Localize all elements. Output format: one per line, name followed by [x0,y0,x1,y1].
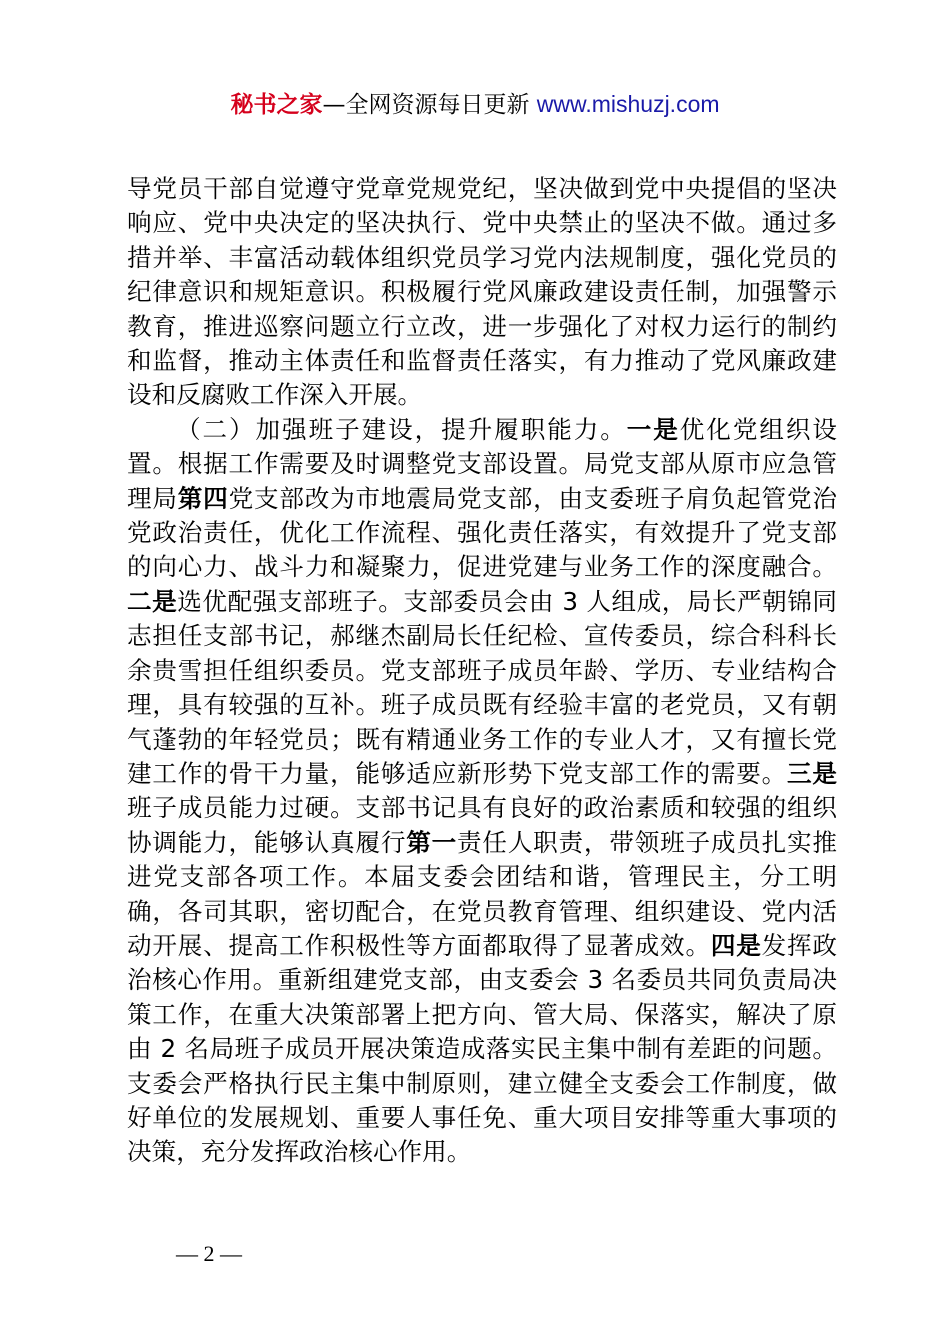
point-text-two: 选优配强支部班子。支部委员会由 3 人组成，局长严朝锦同志担任支部书记，郝继杰副局长任纪检、宣传委员，综合科科长余贵雪担任组织委员。党支部班子成员年龄、学历、专业结构合理，具有较强的互补。班子成员既有经验丰富的老党员，又有朝气蓬勃的年轻党员；既有精通业务工作的专业人才，又有擅长党建工作的骨干力量，能够适应新形势下党支部工作的需要。 [127,586,837,788]
point-text-three: 班子成员能力过硬。支部书记具有良好的政治素质和较强的组织协调能力，能够认真履行 [127,793,837,857]
point-text-one-cont: 党支部改为市地震局党支部，由支委班子肩负起管党治党政治责任，优化工作流程、强化责任落实，有效提升了党支部的向心力、战斗力和凝聚力，促进党建与业务工作的深度融合。 [127,483,837,582]
document-body [127,172,837,1170]
paragraph-team-building [127,413,837,1170]
page-header [0,88,950,121]
paragraph-continued: 导党员干部自觉遵守党章党规党纪，坚决做到党中央提倡的坚决响应、党中央决定的坚决执行、党中央禁止的坚决不做。通过多措并举、丰富活动载体组织党员学习党内法规制度，强化党员的纪律意识和规矩意识。积极履行党风廉政建设责任制，加强警示教育，推进巡察问题立行立改，进一步强化了对权力运行的制约和监督，推动主体责任和监督责任落实，有力推动了党风廉政建设和反腐败工作深入开展。 [127,174,837,410]
point-marker-two: 二是 [127,586,178,616]
brand-name: 秘书之家 [230,92,323,118]
point-text-three-cont: 责任人职责，带领班子成员扎实推进党支部各项工作。本届支委会团结和谐，管理民主，分工明确，各司其职，密切配合，在党员教育管理、组织建设、党内活动开展、提高工作积极性等方面都取得了显著成效。 [127,827,837,960]
point-text-four: 发挥政治核心作用。重新组建党支部，由支委会 3 名委员共同负责局决策工作，在重大决策部署上把方向、管大局、保落实，解决了原由 2 名局班子成员开展决策造成落实民主集中制有差距的问题。支委会严格执行民主集中制原则，建立健全支委会工作制度，做好单位的发展规划、重要人事任免、重大项目安排等重大事项的决策，充分发挥政治核心作用。 [127,930,837,1167]
header-tagline: —全网资源每日更新 [322,92,537,118]
point-text-one: 优化党组织设置。根据工作需要及时调整党支部设置。局党支部从原市应急管理局 [127,414,837,513]
emphasis-fourth: 第四 [177,483,229,513]
emphasis-first: 第一 [406,827,458,857]
point-marker-four: 四是 [710,930,762,960]
site-url-link[interactable]: www.mishuzj.com [536,91,720,117]
section-heading: （二）加强班子建设，提升履职能力。 [176,414,627,444]
point-marker-three: 三是 [787,758,837,788]
page-number: — 2 — [176,1241,242,1266]
point-marker-one: 一是 [626,414,680,444]
